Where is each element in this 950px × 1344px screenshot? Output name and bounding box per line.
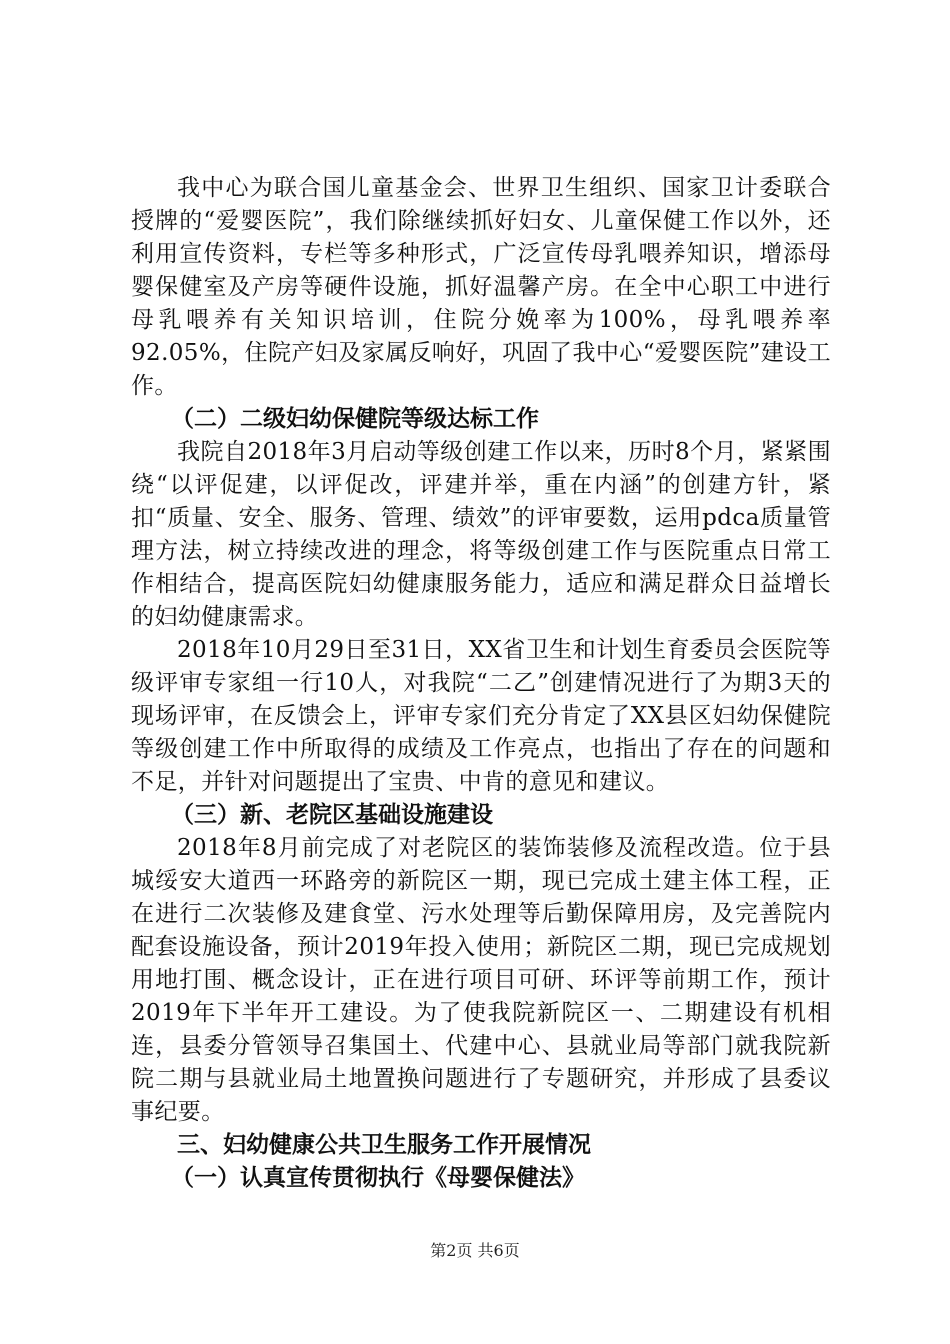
paragraph-expert-review: 2018年10月29日至31日，XX省卫生和计划生育委员会医院等级评审专家组一行10人，对我院“二乙”创建情况进行了为期3天的现场评审，在反馈会上，评审专家们充分肯定了XX县区妇幼保健院等级创建工作中所取得的成绩及工作亮点，也指出了存在的问题和不足，并针对问题提出了宝贵、中肯的意见和建议。 [131, 637, 831, 795]
section-heading-hospital-grade: （二）二级妇幼保健院等级达标工作 [171, 406, 539, 432]
page-footer: 第2页 共6页 [430, 1241, 520, 1260]
section-heading-maternal-law: （一）认真宣传贯彻执行《母婴保健法》 [171, 1165, 585, 1191]
paragraph-baby-friendly-hospital: 我中心为联合国儿童基金会、世界卫生组织、国家卫计委联合授牌的“爱婴医院”，我们除继续抓好妇女、儿童保健工作以外，还利用宣传资料，专栏等多种形式，广泛宣传母乳喂养知识，增添母婴保健室及产房等硬件设施，抓好温馨产房。在全中心职工中进行母乳喂养有关知识培训，住院分娩率为100%，母乳喂养率92.05%，住院产妇及家属反响好，巩固了我中心“爱婴医院”建设工作。 [131, 175, 831, 399]
section-heading-public-health: 三、妇幼健康公共卫生服务工作开展情况 [177, 1132, 591, 1158]
document-body [131, 172, 831, 1195]
section-heading-infrastructure: （三）新、老院区基础设施建设 [171, 802, 493, 828]
paragraph-infrastructure: 2018年8月前完成了对老院区的装饰装修及流程改造。位于县城绥安大道西一环路旁的新院区一期，现已完成土建主体工程，正在进行二次装修及建食堂、污水处理等后勤保障用房，及完善院内配套设施设备，预计2019年投入使用；新院区二期，现已完成规划用地打围、概念设计，正在进行项目可研、环评等前期工作，预计2019年下半年开工建设。为了使我院新院区一、二期建设有机相连，县委分管领导召集国土、代建中心、县就业局等部门就我院新院二期与县就业局土地置换问题进行了专题研究，并形成了县委议事纪要。 [131, 835, 831, 1125]
paragraph-grade-creation: 我院自2018年3月启动等级创建工作以来，历时8个月，紧紧围绕“以评促建，以评促改，评建并举，重在内涵”的创建方针，紧扣“质量、安全、服务、管理、绩效”的评审要数，运用pdca质量管理方法，树立持续改进的理念，将等级创建工作与医院重点日常工作相结合，提高医院妇幼健康服务能力，适应和满足群众日益增长的妇幼健康需求。 [131, 439, 831, 630]
